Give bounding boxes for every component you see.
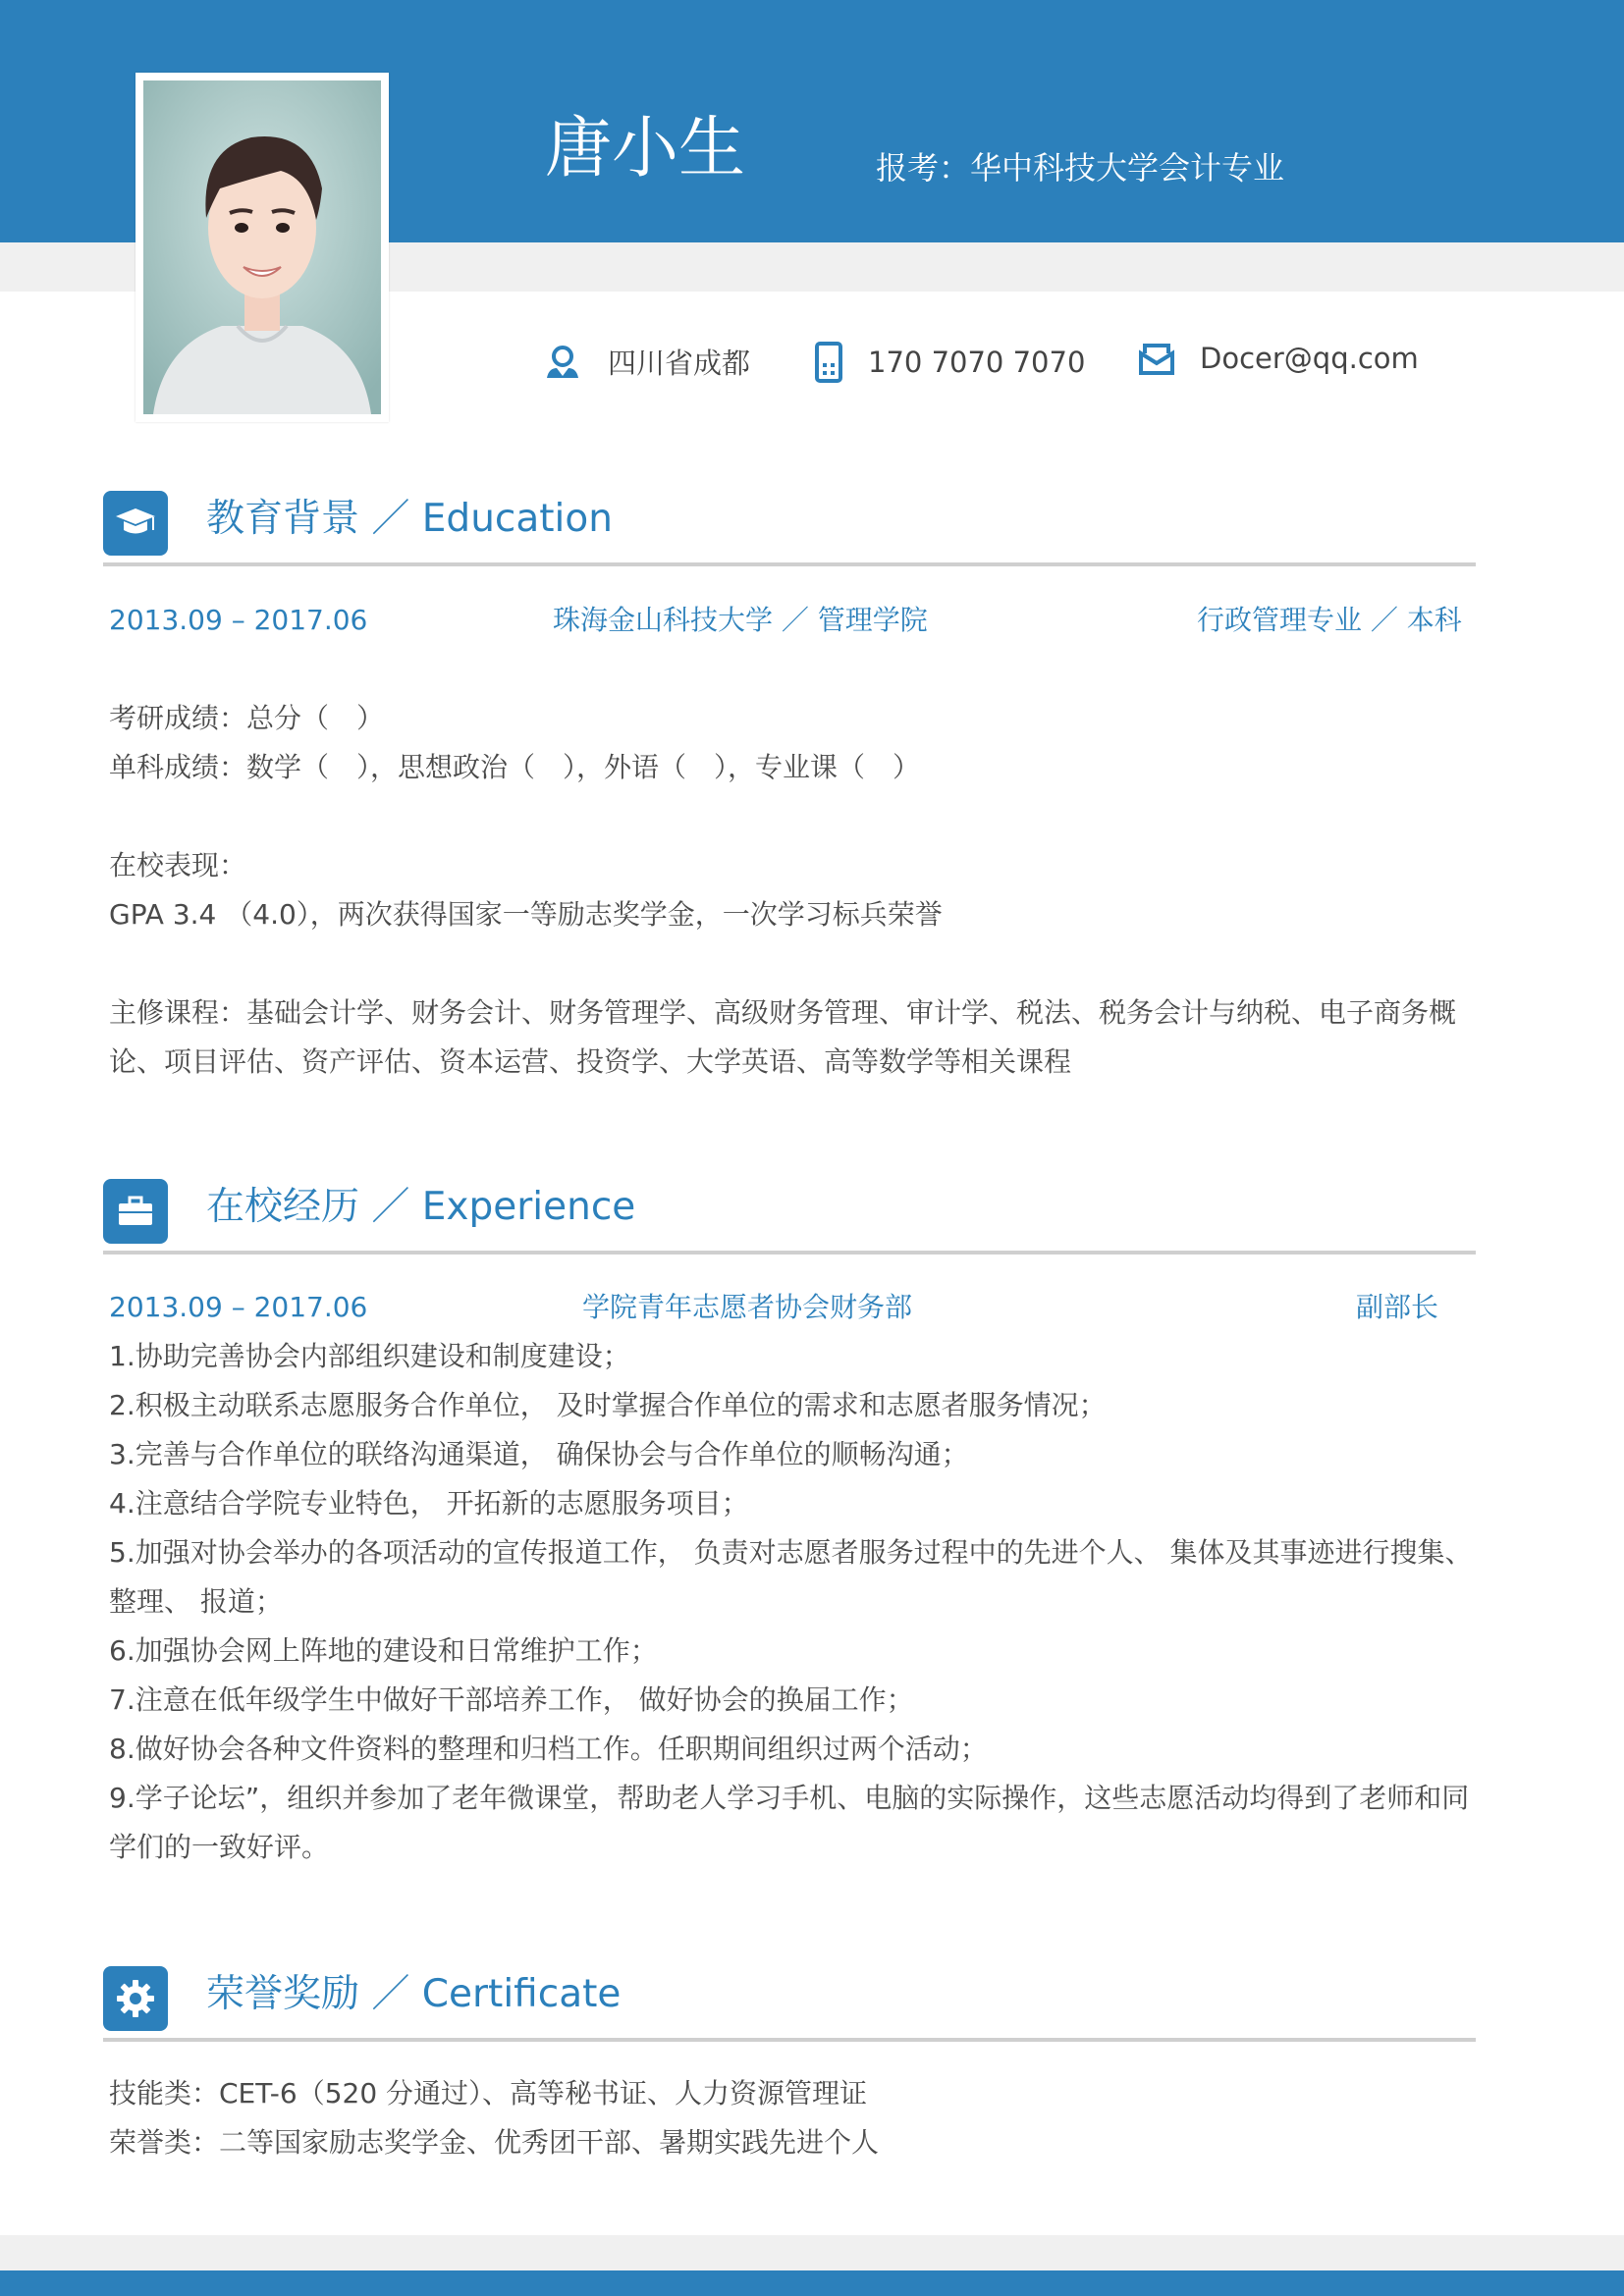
candidate-name: 唐小生 <box>545 110 746 187</box>
education-major: 行政管理专业 ／ 本科 <box>1197 604 1462 636</box>
contact-location <box>543 342 750 382</box>
list-item: 5.加强对协会举办的各项活动的宣传报道工作， 负责对志愿者服务过程中的先进个人、 集体及其事迹进行搜集、 整理、 报道； <box>109 1536 1473 1618</box>
list-item: 6.加强协会网上阵地的建设和日常维护工作； <box>109 1634 658 1667</box>
education-details <box>109 694 1493 1087</box>
section-divider <box>103 2038 1476 2042</box>
section-divider <box>103 1251 1476 1255</box>
list-item: 4.注意结合学院专业特色， 开拓新的志愿服务项目； <box>109 1487 749 1520</box>
application-target: 报考：华中科技大学会计专业 <box>876 149 1285 187</box>
performance-label: 在校表现： <box>109 849 247 881</box>
list-item: 1.协助完善协会内部组织建设和制度建设； <box>109 1340 630 1372</box>
courses-text: 主修课程：基础会计学、财务会计、财务管理学、高级财务管理、审计学、税法、税务会计与纳税、电子商务概论、项目评估、资产评估、资本运营、投资学、大学英语、高等数学等相关课程 <box>109 996 1457 1078</box>
email-text: Docer@qq.com <box>1200 342 1419 375</box>
list-item: 2.积极主动联系志愿服务合作单位， 及时掌握合作单位的需求和志愿者服务情况； <box>109 1389 1107 1421</box>
experience-role: 副部长 <box>1356 1291 1439 1323</box>
footer-band <box>0 2270 1624 2296</box>
avatar <box>143 80 381 414</box>
skills-text: 技能类：CET-6（520 分通过）、高等秘书证、人力资源管理证 <box>109 2077 868 2109</box>
list-item: 9.学子论坛”，组织并参加了老年微课堂，帮助老人学习手机、电脑的实际操作，这些志愿活动均得到了老师和同学们的一致好评。 <box>109 1782 1470 1863</box>
graduation-cap-icon <box>103 491 168 556</box>
experience-list <box>109 1332 1493 1872</box>
list-item: 8.做好协会各种文件资料的整理和归档工作。任职期间组织过两个活动； <box>109 1733 988 1765</box>
mobile-phone-icon <box>815 342 842 383</box>
honors-text: 荣誉类：二等国家励志奖学金、优秀团干部、暑期实践先进个人 <box>109 2126 880 2159</box>
photo-frame <box>135 73 389 422</box>
performance-text: GPA 3.4 （4.0），两次获得国家一等励志奖学金，一次学习标兵荣誉 <box>109 898 943 931</box>
education-school: 珠海金山科技大学 ／ 管理学院 <box>553 604 928 636</box>
contact-phone <box>815 342 1085 383</box>
experience-org: 学院青年志愿者协会财务部 <box>582 1291 913 1323</box>
footer-gray-band <box>0 2235 1624 2270</box>
education-title: 教育背景 ／ Education <box>206 497 613 541</box>
briefcase-icon <box>103 1179 168 1244</box>
phone-text: 170 7070 7070 <box>868 346 1086 379</box>
mail-icon <box>1139 342 1174 375</box>
list-item: 3.完善与合作单位的联络沟通渠道， 确保协会与合作单位的顺畅沟通； <box>109 1438 969 1470</box>
certificate-title: 荣誉奖励 ／ Certificate <box>206 1972 622 2016</box>
education-period: 2013.09 – 2017.06 <box>109 604 368 636</box>
experience-title: 在校经历 ／ Experience <box>206 1185 636 1229</box>
location-text: 四川省成都 <box>608 347 751 380</box>
list-item: 7.注意在低年级学生中做好干部培养工作， 做好协会的换届工作； <box>109 1683 914 1716</box>
contact-email <box>1139 342 1419 375</box>
gear-icon <box>103 1966 168 2031</box>
location-pin-icon <box>543 343 582 382</box>
score-total: 考研成绩：总分（ ） <box>109 702 385 734</box>
experience-period: 2013.09 – 2017.06 <box>109 1291 368 1323</box>
score-subjects: 单科成绩：数学（ ），思想政治（ ），外语（ ），专业课（ ） <box>109 751 921 783</box>
section-divider <box>103 562 1476 566</box>
certificate-list <box>109 2069 1493 2167</box>
